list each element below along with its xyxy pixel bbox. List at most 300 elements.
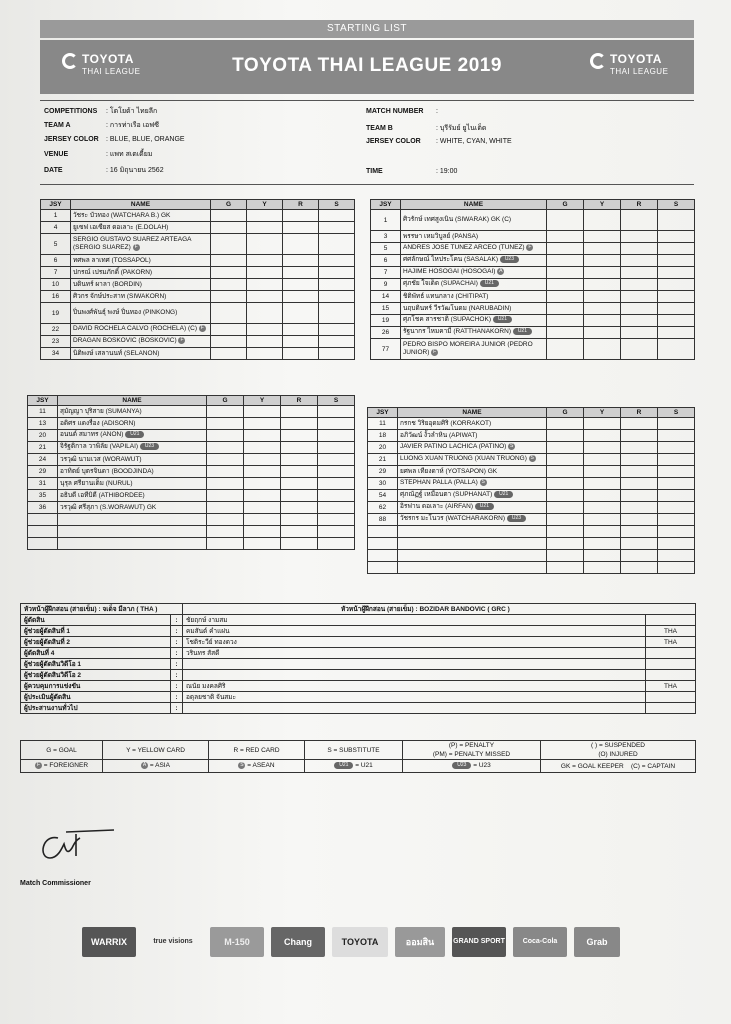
y-cell bbox=[247, 255, 283, 267]
column-header: G bbox=[207, 396, 244, 406]
s-cell bbox=[319, 348, 355, 360]
info-team-a: TEAM A : การท่าเรือ เอฟซี bbox=[44, 122, 159, 129]
r-cell bbox=[621, 478, 658, 490]
y-cell bbox=[247, 279, 283, 291]
sponsor-logo-grab: Grab bbox=[574, 927, 620, 957]
table-row bbox=[368, 562, 695, 574]
s-cell bbox=[658, 442, 695, 454]
y-cell bbox=[247, 324, 283, 336]
sponsor-logo-true-visions: true visions bbox=[153, 938, 193, 945]
column-header: JSY bbox=[371, 200, 401, 210]
player-name: อภิวัฒน์ งั้วลำหิน (APIWAT) bbox=[398, 430, 547, 442]
g-cell bbox=[547, 303, 584, 315]
s-cell bbox=[319, 279, 355, 291]
column-header: S bbox=[318, 396, 355, 406]
jersey-number: 7 bbox=[41, 267, 71, 279]
official-name: โชติระวีย์ ทองดวง bbox=[183, 637, 646, 648]
player-name: SERGIO GUSTAVO SUAREZ ARTEAGA (SERGIO SUAREZ) F bbox=[71, 234, 211, 255]
player-name: กรกช วิริยอุดมศิริ (KORRAKOT) bbox=[398, 418, 547, 430]
y-cell bbox=[584, 315, 621, 327]
g-cell bbox=[207, 478, 244, 490]
r-cell bbox=[621, 466, 658, 478]
jersey-number: 11 bbox=[28, 406, 58, 418]
r-cell bbox=[283, 267, 319, 279]
official-name bbox=[183, 703, 646, 714]
jersey-number: 20 bbox=[368, 442, 398, 454]
s-cell bbox=[658, 502, 695, 514]
separator: : bbox=[171, 637, 183, 648]
legend-sub: S = SUBSTITUTE bbox=[305, 741, 403, 760]
info-venue: VENUE : แพท สเตเดี้ยม bbox=[44, 151, 153, 158]
info-jersey-b: JERSEY COLOR : WHITE, CYAN, WHITE bbox=[366, 138, 512, 145]
sponsor-logo--: ออมสิน bbox=[395, 927, 445, 957]
legend-red: R = RED CARD bbox=[209, 741, 305, 760]
player-name: นิติพงษ์ เสลานนท์ (SELANON) bbox=[71, 348, 211, 360]
g-cell bbox=[211, 210, 247, 222]
g-cell bbox=[547, 279, 584, 291]
coach-team-b: หัวหน้าผู้ฝึกสอน (สายเข็ม) : BOZIDAR BANDOVIC ( GRC ) bbox=[183, 604, 696, 615]
y-cell bbox=[584, 210, 621, 231]
table-row bbox=[371, 303, 695, 315]
player-name: อิรฟาน ดอเลาะ (AIRFAN) U21 bbox=[398, 502, 547, 514]
column-header: R bbox=[283, 200, 319, 210]
r-cell bbox=[281, 490, 318, 502]
team-a-substitutes-table bbox=[27, 395, 355, 550]
s-cell bbox=[318, 430, 355, 442]
legend-asia: A = ASIA bbox=[103, 760, 209, 773]
g-cell bbox=[547, 490, 584, 502]
jersey-number: 1 bbox=[41, 210, 71, 222]
y-cell bbox=[244, 526, 281, 538]
r-cell bbox=[281, 478, 318, 490]
divider bbox=[40, 100, 694, 101]
toyota-swirl-icon bbox=[590, 53, 606, 69]
r-cell bbox=[281, 454, 318, 466]
foreigner-badge-icon: F bbox=[200, 325, 204, 332]
r-cell bbox=[621, 550, 658, 562]
table-row bbox=[28, 502, 355, 514]
y-cell bbox=[584, 526, 621, 538]
s-cell bbox=[658, 478, 695, 490]
s-cell bbox=[319, 234, 355, 255]
g-cell bbox=[547, 291, 584, 303]
g-cell bbox=[207, 490, 244, 502]
r-cell bbox=[621, 210, 658, 231]
s-cell bbox=[658, 267, 695, 279]
separator: : bbox=[171, 659, 183, 670]
s-cell bbox=[318, 490, 355, 502]
jersey-number: 77 bbox=[371, 339, 401, 360]
column-header: S bbox=[658, 200, 695, 210]
s-cell bbox=[318, 454, 355, 466]
info-competitions: COMPETITIONS : โตโยต้า ไทยลีก bbox=[44, 108, 158, 115]
g-cell bbox=[547, 538, 584, 550]
g-cell bbox=[547, 550, 584, 562]
table-row bbox=[368, 418, 695, 430]
g-cell bbox=[547, 210, 584, 231]
jersey-number: 22 bbox=[41, 324, 71, 336]
jersey-number: 62 bbox=[368, 502, 398, 514]
y-cell bbox=[244, 454, 281, 466]
r-cell bbox=[621, 255, 658, 267]
table-row bbox=[371, 231, 695, 243]
table-header-row bbox=[371, 200, 695, 210]
player-name: วัชรกร มะโนวร (WATCHARAKORN) U23 bbox=[398, 514, 547, 526]
official-row bbox=[21, 637, 696, 648]
table-row bbox=[371, 210, 695, 231]
r-cell bbox=[281, 466, 318, 478]
s-cell bbox=[658, 210, 695, 231]
player-name bbox=[58, 538, 207, 550]
official-row bbox=[21, 648, 696, 659]
official-nationality bbox=[646, 615, 696, 626]
table-row bbox=[371, 267, 695, 279]
table-header-row bbox=[41, 200, 355, 210]
s-cell bbox=[319, 255, 355, 267]
y-cell bbox=[584, 231, 621, 243]
player-name: วรวุฒิ นามเวส (WORAWUT) bbox=[58, 454, 207, 466]
jersey-number: 5 bbox=[41, 234, 71, 255]
r-cell bbox=[621, 490, 658, 502]
s-cell bbox=[658, 490, 695, 502]
player-name: ยศพล เทียงดาห์ (YOTSAPON) GK bbox=[398, 466, 547, 478]
r-cell bbox=[621, 303, 658, 315]
r-cell bbox=[621, 526, 658, 538]
legend-penalty: (P) = PENALTY (PM) = PENALTY MISSED bbox=[403, 741, 541, 760]
r-cell bbox=[621, 502, 658, 514]
y-cell bbox=[584, 303, 621, 315]
y-cell bbox=[244, 406, 281, 418]
sponsor-strip bbox=[82, 927, 642, 961]
y-cell bbox=[584, 327, 621, 339]
jersey-number: 29 bbox=[368, 466, 398, 478]
player-name: บดินทร์ ผาลา (BORDIN) bbox=[71, 279, 211, 291]
s-cell bbox=[318, 442, 355, 454]
official-nationality bbox=[646, 703, 696, 714]
official-role: ผู้ช่วยผู้ตัดสินวิดีโอ 1 bbox=[21, 659, 171, 670]
s-cell bbox=[658, 315, 695, 327]
player-name: JAVIER PATINO LACHICA (PATINO) S bbox=[398, 442, 547, 454]
s-cell bbox=[658, 291, 695, 303]
table-row bbox=[28, 466, 355, 478]
jersey-number: 14 bbox=[371, 291, 401, 303]
r-cell bbox=[621, 327, 658, 339]
r-cell bbox=[283, 222, 319, 234]
official-row bbox=[21, 626, 696, 637]
r-cell bbox=[283, 234, 319, 255]
player-name bbox=[58, 526, 207, 538]
u21-badge-icon: U21 bbox=[125, 431, 144, 438]
table-row bbox=[41, 234, 355, 255]
jersey-number bbox=[28, 514, 58, 526]
table-row bbox=[371, 315, 695, 327]
jersey-number: 11 bbox=[368, 418, 398, 430]
jersey-number: 26 bbox=[371, 327, 401, 339]
player-name: ชิติพัทธ์ แทนกลาง (CHITIPAT) bbox=[401, 291, 547, 303]
g-cell bbox=[547, 466, 584, 478]
r-cell bbox=[621, 231, 658, 243]
player-name: สุมัญญา ปุริสาย (SUMANYA) bbox=[58, 406, 207, 418]
table-row bbox=[28, 478, 355, 490]
u23-badge-icon: U23 bbox=[500, 256, 519, 263]
separator: : bbox=[171, 681, 183, 692]
sponsor-logo-toyota: TOYOTA bbox=[332, 927, 388, 957]
y-cell bbox=[584, 502, 621, 514]
g-cell bbox=[547, 562, 584, 574]
asean-badge-icon: S bbox=[530, 455, 534, 462]
r-cell bbox=[621, 279, 658, 291]
y-cell bbox=[244, 502, 281, 514]
y-cell bbox=[244, 430, 281, 442]
y-cell bbox=[244, 490, 281, 502]
column-header: R bbox=[621, 200, 658, 210]
s-cell bbox=[319, 303, 355, 324]
table-row bbox=[41, 348, 355, 360]
table-row bbox=[368, 514, 695, 526]
player-name bbox=[398, 538, 547, 550]
official-role: ผู้ตัดสิน bbox=[21, 615, 171, 626]
player-name: ศุภโชค สารชาติ (SUPACHOK) U21 bbox=[401, 315, 547, 327]
jersey-number: 54 bbox=[368, 490, 398, 502]
column-header: NAME bbox=[58, 396, 207, 406]
table-row bbox=[368, 442, 695, 454]
jersey-number: 15 bbox=[371, 303, 401, 315]
table-row bbox=[28, 490, 355, 502]
info-jersey-a: JERSEY COLOR : BLUE, BLUE, ORANGE bbox=[44, 136, 185, 143]
s-cell bbox=[658, 303, 695, 315]
player-name: STEPHAN PALLA (PALLA) S bbox=[398, 478, 547, 490]
u23-badge-icon: U23 bbox=[507, 515, 526, 522]
table-row bbox=[371, 291, 695, 303]
r-cell bbox=[621, 267, 658, 279]
g-cell bbox=[547, 267, 584, 279]
legend-suspended: ( ) = SUSPENDED (O) INJURED bbox=[541, 741, 696, 760]
table-row bbox=[368, 454, 695, 466]
legend-gk-captain: GK = GOAL KEEPER (C) = CAPTAIN bbox=[541, 760, 696, 773]
table-row bbox=[368, 466, 695, 478]
table-row bbox=[28, 538, 355, 550]
y-cell bbox=[584, 243, 621, 255]
column-header: G bbox=[547, 408, 584, 418]
u23-badge-icon: U23 bbox=[140, 443, 159, 450]
player-name: นุรุล ศรียานเต็ม (NURUL) bbox=[58, 478, 207, 490]
team-b-starters-table bbox=[370, 199, 695, 360]
asean-badge-icon: S bbox=[509, 443, 514, 450]
table-row bbox=[368, 430, 695, 442]
table-row bbox=[368, 502, 695, 514]
player-name bbox=[58, 514, 207, 526]
r-cell bbox=[621, 315, 658, 327]
s-cell bbox=[658, 454, 695, 466]
official-nationality: THA bbox=[646, 626, 696, 637]
r-cell bbox=[281, 418, 318, 430]
y-cell bbox=[247, 234, 283, 255]
y-cell bbox=[244, 466, 281, 478]
official-row bbox=[21, 703, 696, 714]
official-row bbox=[21, 659, 696, 670]
r-cell bbox=[283, 303, 319, 324]
sponsor-logo-grand-sport: GRAND SPORT bbox=[452, 927, 506, 957]
jersey-number: 1 bbox=[371, 210, 401, 231]
table-row bbox=[28, 454, 355, 466]
column-header: G bbox=[211, 200, 247, 210]
jersey-number: 18 bbox=[368, 430, 398, 442]
s-cell bbox=[658, 231, 695, 243]
table-row bbox=[371, 339, 695, 360]
player-name: ANDRES JOSE TUNEZ ARCEO (TUNEZ) F bbox=[401, 243, 547, 255]
y-cell bbox=[244, 514, 281, 526]
legend-foreigner: F = FOREIGNER bbox=[21, 760, 103, 773]
player-name: อดิศร แดงรื่อง (ADISORN) bbox=[58, 418, 207, 430]
g-cell bbox=[547, 255, 584, 267]
g-cell bbox=[547, 327, 584, 339]
s-cell bbox=[318, 538, 355, 550]
s-cell bbox=[319, 324, 355, 336]
official-name bbox=[183, 659, 646, 670]
official-row bbox=[21, 670, 696, 681]
g-cell bbox=[211, 324, 247, 336]
y-cell bbox=[584, 442, 621, 454]
jersey-number: 36 bbox=[28, 502, 58, 514]
jersey-number: 16 bbox=[41, 291, 71, 303]
player-name: อนนต์ สมาทร (ANON) U21 bbox=[58, 430, 207, 442]
official-name: ชัยฤกษ์ งามสม bbox=[183, 615, 646, 626]
column-header: S bbox=[658, 408, 695, 418]
sponsor-logo-chang: Chang bbox=[271, 927, 325, 957]
official-role: ผู้ควบคุมการแข่งขัน bbox=[21, 681, 171, 692]
g-cell bbox=[211, 255, 247, 267]
legend-goal: G = GOAL bbox=[21, 741, 103, 760]
asean-badge-icon: S bbox=[481, 479, 485, 486]
table-header-row bbox=[368, 408, 695, 418]
asean-badge-icon: S bbox=[240, 762, 244, 769]
separator: : bbox=[171, 670, 183, 681]
s-cell bbox=[658, 526, 695, 538]
column-header: JSY bbox=[28, 396, 58, 406]
column-header: JSY bbox=[41, 200, 71, 210]
g-cell bbox=[547, 339, 584, 360]
separator: : bbox=[171, 648, 183, 659]
separator: : bbox=[171, 692, 183, 703]
y-cell bbox=[247, 210, 283, 222]
r-cell bbox=[621, 243, 658, 255]
jersey-number: 21 bbox=[28, 442, 58, 454]
column-header: G bbox=[547, 200, 584, 210]
official-nationality bbox=[646, 692, 696, 703]
column-header: Y bbox=[584, 200, 621, 210]
table-row bbox=[41, 279, 355, 291]
s-cell bbox=[319, 291, 355, 303]
g-cell bbox=[547, 514, 584, 526]
y-cell bbox=[584, 267, 621, 279]
g-cell bbox=[207, 430, 244, 442]
jersey-number: 3 bbox=[371, 231, 401, 243]
y-cell bbox=[244, 478, 281, 490]
g-cell bbox=[207, 502, 244, 514]
player-name: ปกรณ์ เปรมภักดิ์ (PAKORN) bbox=[71, 267, 211, 279]
u23-badge-icon: U23 bbox=[452, 762, 471, 769]
y-cell bbox=[244, 442, 281, 454]
g-cell bbox=[547, 243, 584, 255]
y-cell bbox=[247, 222, 283, 234]
table-row bbox=[28, 442, 355, 454]
sponsor-logo-m-150: M-150 bbox=[210, 927, 264, 957]
s-cell bbox=[658, 538, 695, 550]
coach-team-a: หัวหน้าผู้ฝึกสอน (สายเข็ม) : จเด็จ มีลาภ ( THA ) bbox=[21, 604, 183, 615]
g-cell bbox=[207, 514, 244, 526]
y-cell bbox=[584, 514, 621, 526]
jersey-number: 20 bbox=[28, 430, 58, 442]
u21-badge-icon: U21 bbox=[493, 316, 512, 323]
u21-badge-icon: U21 bbox=[475, 503, 494, 510]
official-role: ผู้ตัดสินที่ 4 bbox=[21, 648, 171, 659]
table-row bbox=[28, 430, 355, 442]
g-cell bbox=[547, 454, 584, 466]
official-nationality: THA bbox=[646, 637, 696, 648]
r-cell bbox=[621, 291, 658, 303]
table-row bbox=[41, 324, 355, 336]
info-team-b: TEAM B : บุรีรัมย์ ยูไนเต็ด bbox=[366, 125, 487, 132]
s-cell bbox=[658, 279, 695, 291]
u21-badge-icon: U21 bbox=[513, 328, 532, 335]
jersey-number: 19 bbox=[371, 315, 401, 327]
commissioner-signature bbox=[36, 826, 126, 866]
u21-badge-icon: U21 bbox=[480, 280, 499, 287]
r-cell bbox=[283, 324, 319, 336]
legend-yellow: Y = YELLOW CARD bbox=[103, 741, 209, 760]
u21-badge-icon: U21 bbox=[334, 762, 353, 769]
player-name: PEDRO BISPO MOREIRA JUNIOR (PEDRO JUNIOR) F bbox=[401, 339, 547, 360]
legend-table bbox=[20, 740, 696, 773]
g-cell bbox=[547, 526, 584, 538]
u21-badge-icon: U21 bbox=[494, 491, 513, 498]
g-cell bbox=[211, 336, 247, 348]
official-nationality bbox=[646, 648, 696, 659]
table-row bbox=[371, 243, 695, 255]
r-cell bbox=[281, 502, 318, 514]
g-cell bbox=[211, 267, 247, 279]
jersey-number: 6 bbox=[41, 255, 71, 267]
s-cell bbox=[318, 514, 355, 526]
table-row bbox=[41, 336, 355, 348]
jersey-number bbox=[28, 526, 58, 538]
g-cell bbox=[547, 478, 584, 490]
player-name bbox=[398, 526, 547, 538]
jersey-number: 88 bbox=[368, 514, 398, 526]
table-row bbox=[41, 255, 355, 267]
team-b-substitutes-table bbox=[367, 407, 695, 574]
player-name: ศุภชัย ใจเด็ด (SUPACHAI) U21 bbox=[401, 279, 547, 291]
jersey-number: 30 bbox=[368, 478, 398, 490]
g-cell bbox=[547, 430, 584, 442]
jersey-number: 4 bbox=[41, 222, 71, 234]
table-row bbox=[368, 526, 695, 538]
jersey-number: 35 bbox=[28, 490, 58, 502]
r-cell bbox=[283, 279, 319, 291]
table-header-row bbox=[28, 396, 355, 406]
player-name: รัฐนากร ไหมคามี (RATTHANAKORN) U21 bbox=[401, 327, 547, 339]
info-time: TIME : 19:00 bbox=[366, 168, 458, 175]
official-name bbox=[183, 670, 646, 681]
column-header: NAME bbox=[398, 408, 547, 418]
r-cell bbox=[281, 514, 318, 526]
official-nationality bbox=[646, 659, 696, 670]
divider bbox=[40, 184, 694, 185]
g-cell bbox=[207, 406, 244, 418]
y-cell bbox=[584, 291, 621, 303]
commissioner-label: Match Commissioner bbox=[20, 880, 91, 887]
r-cell bbox=[621, 418, 658, 430]
